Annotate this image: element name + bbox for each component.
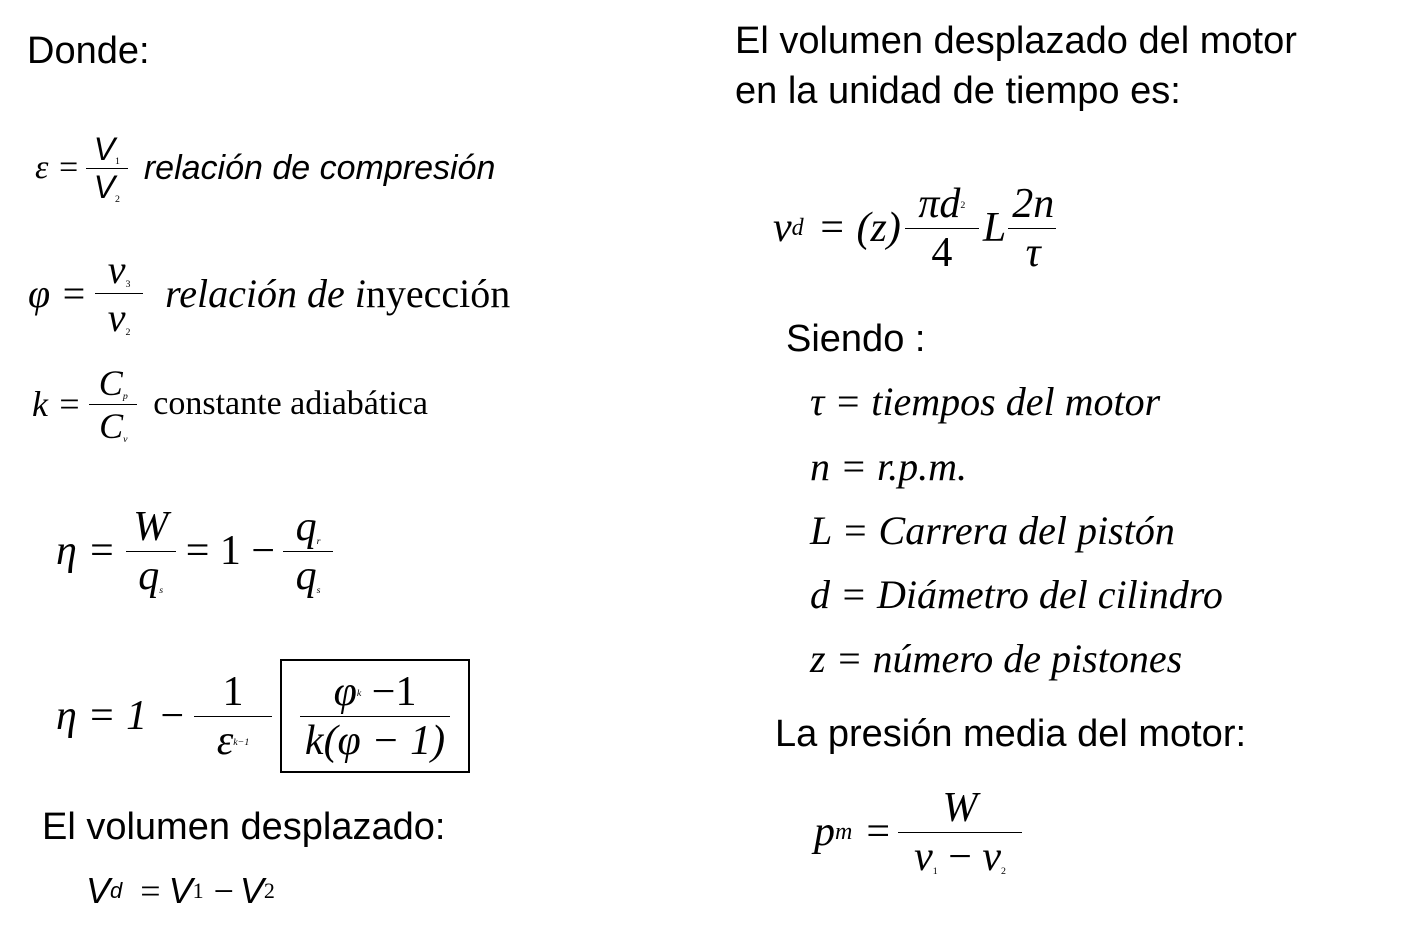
injection-ratio-label: relación de inyección	[165, 270, 511, 316]
adiabatic-fraction: $\frac{C_p}{C_v}$	[89, 362, 137, 447]
cutoff-fraction: $\frac{\varphi^k -1}{k(\varphi - 1)}$	[300, 668, 450, 765]
equation-mean-pressure: p m = $\frac{W}{v_1 - v_2}$	[814, 770, 1022, 894]
k-lhs: k =	[32, 384, 82, 424]
efficiency-mid: = 1 −	[185, 528, 276, 574]
heat-fraction: $\frac{q_r}{q_s}$	[283, 503, 333, 600]
equation-injection-ratio	[28, 238, 510, 348]
definition-tau: τ = tiempos del motor	[810, 379, 1161, 424]
siendo-label: Siendo :	[786, 318, 926, 360]
equation-efficiency	[56, 492, 333, 610]
mean-pressure-fraction: $\frac{W}{v_1 - v_2}$	[898, 784, 1022, 881]
phi-lhs: φ =	[28, 270, 88, 316]
speed-fraction: $\frac{2n}{\tau}$	[1008, 180, 1058, 277]
definition-d: d = Diámetro del cilindro	[810, 572, 1223, 617]
right-title-line2: en la unidad de tiempo es:	[735, 70, 1181, 112]
donde-label: Donde:	[27, 30, 150, 72]
equation-diesel-efficiency	[56, 648, 470, 784]
equation-displaced-volume: V d = V 1 − V 2	[86, 870, 275, 911]
bracket-group	[280, 659, 470, 773]
adiabatic-constant-label: constante adiabática	[153, 385, 428, 422]
definition-z: z = número de pistones	[810, 636, 1183, 681]
right-title-line1: El volumen desplazado del motor	[735, 20, 1297, 62]
displaced-volume-title: El volumen desplazado:	[42, 806, 446, 848]
definition-L: L = Carrera del pistón	[810, 508, 1175, 553]
work-fraction: $\frac{W}{q_s}$	[126, 503, 176, 600]
eta-lhs: η =	[56, 528, 116, 574]
definition-n: n = r.p.m.	[810, 444, 968, 489]
equation-compression-ratio	[35, 118, 495, 218]
piston-area-fraction: $\frac{\pi d^2}{4}$	[905, 180, 979, 277]
equation-volume-per-time: v d = (z) $\frac{\pi d^2}{4}$ L $\frac{2n}{\tau}$	[773, 168, 1058, 288]
epsilon-lhs: ε =	[35, 149, 80, 186]
equation-adiabatic-constant	[32, 352, 428, 456]
compression-power-fraction: $\frac{1}{\varepsilon^{k-1}}$	[194, 668, 272, 765]
eta2-lhs: η = 1 −	[56, 693, 187, 739]
injection-fraction: $\frac{v_3}{v_2}$	[95, 246, 143, 341]
mean-pressure-title: La presión media del motor:	[775, 713, 1247, 755]
compression-ratio-label: relación de compresión	[143, 148, 496, 187]
compression-fraction: $\frac{V_1}{V_2}$	[86, 131, 128, 206]
